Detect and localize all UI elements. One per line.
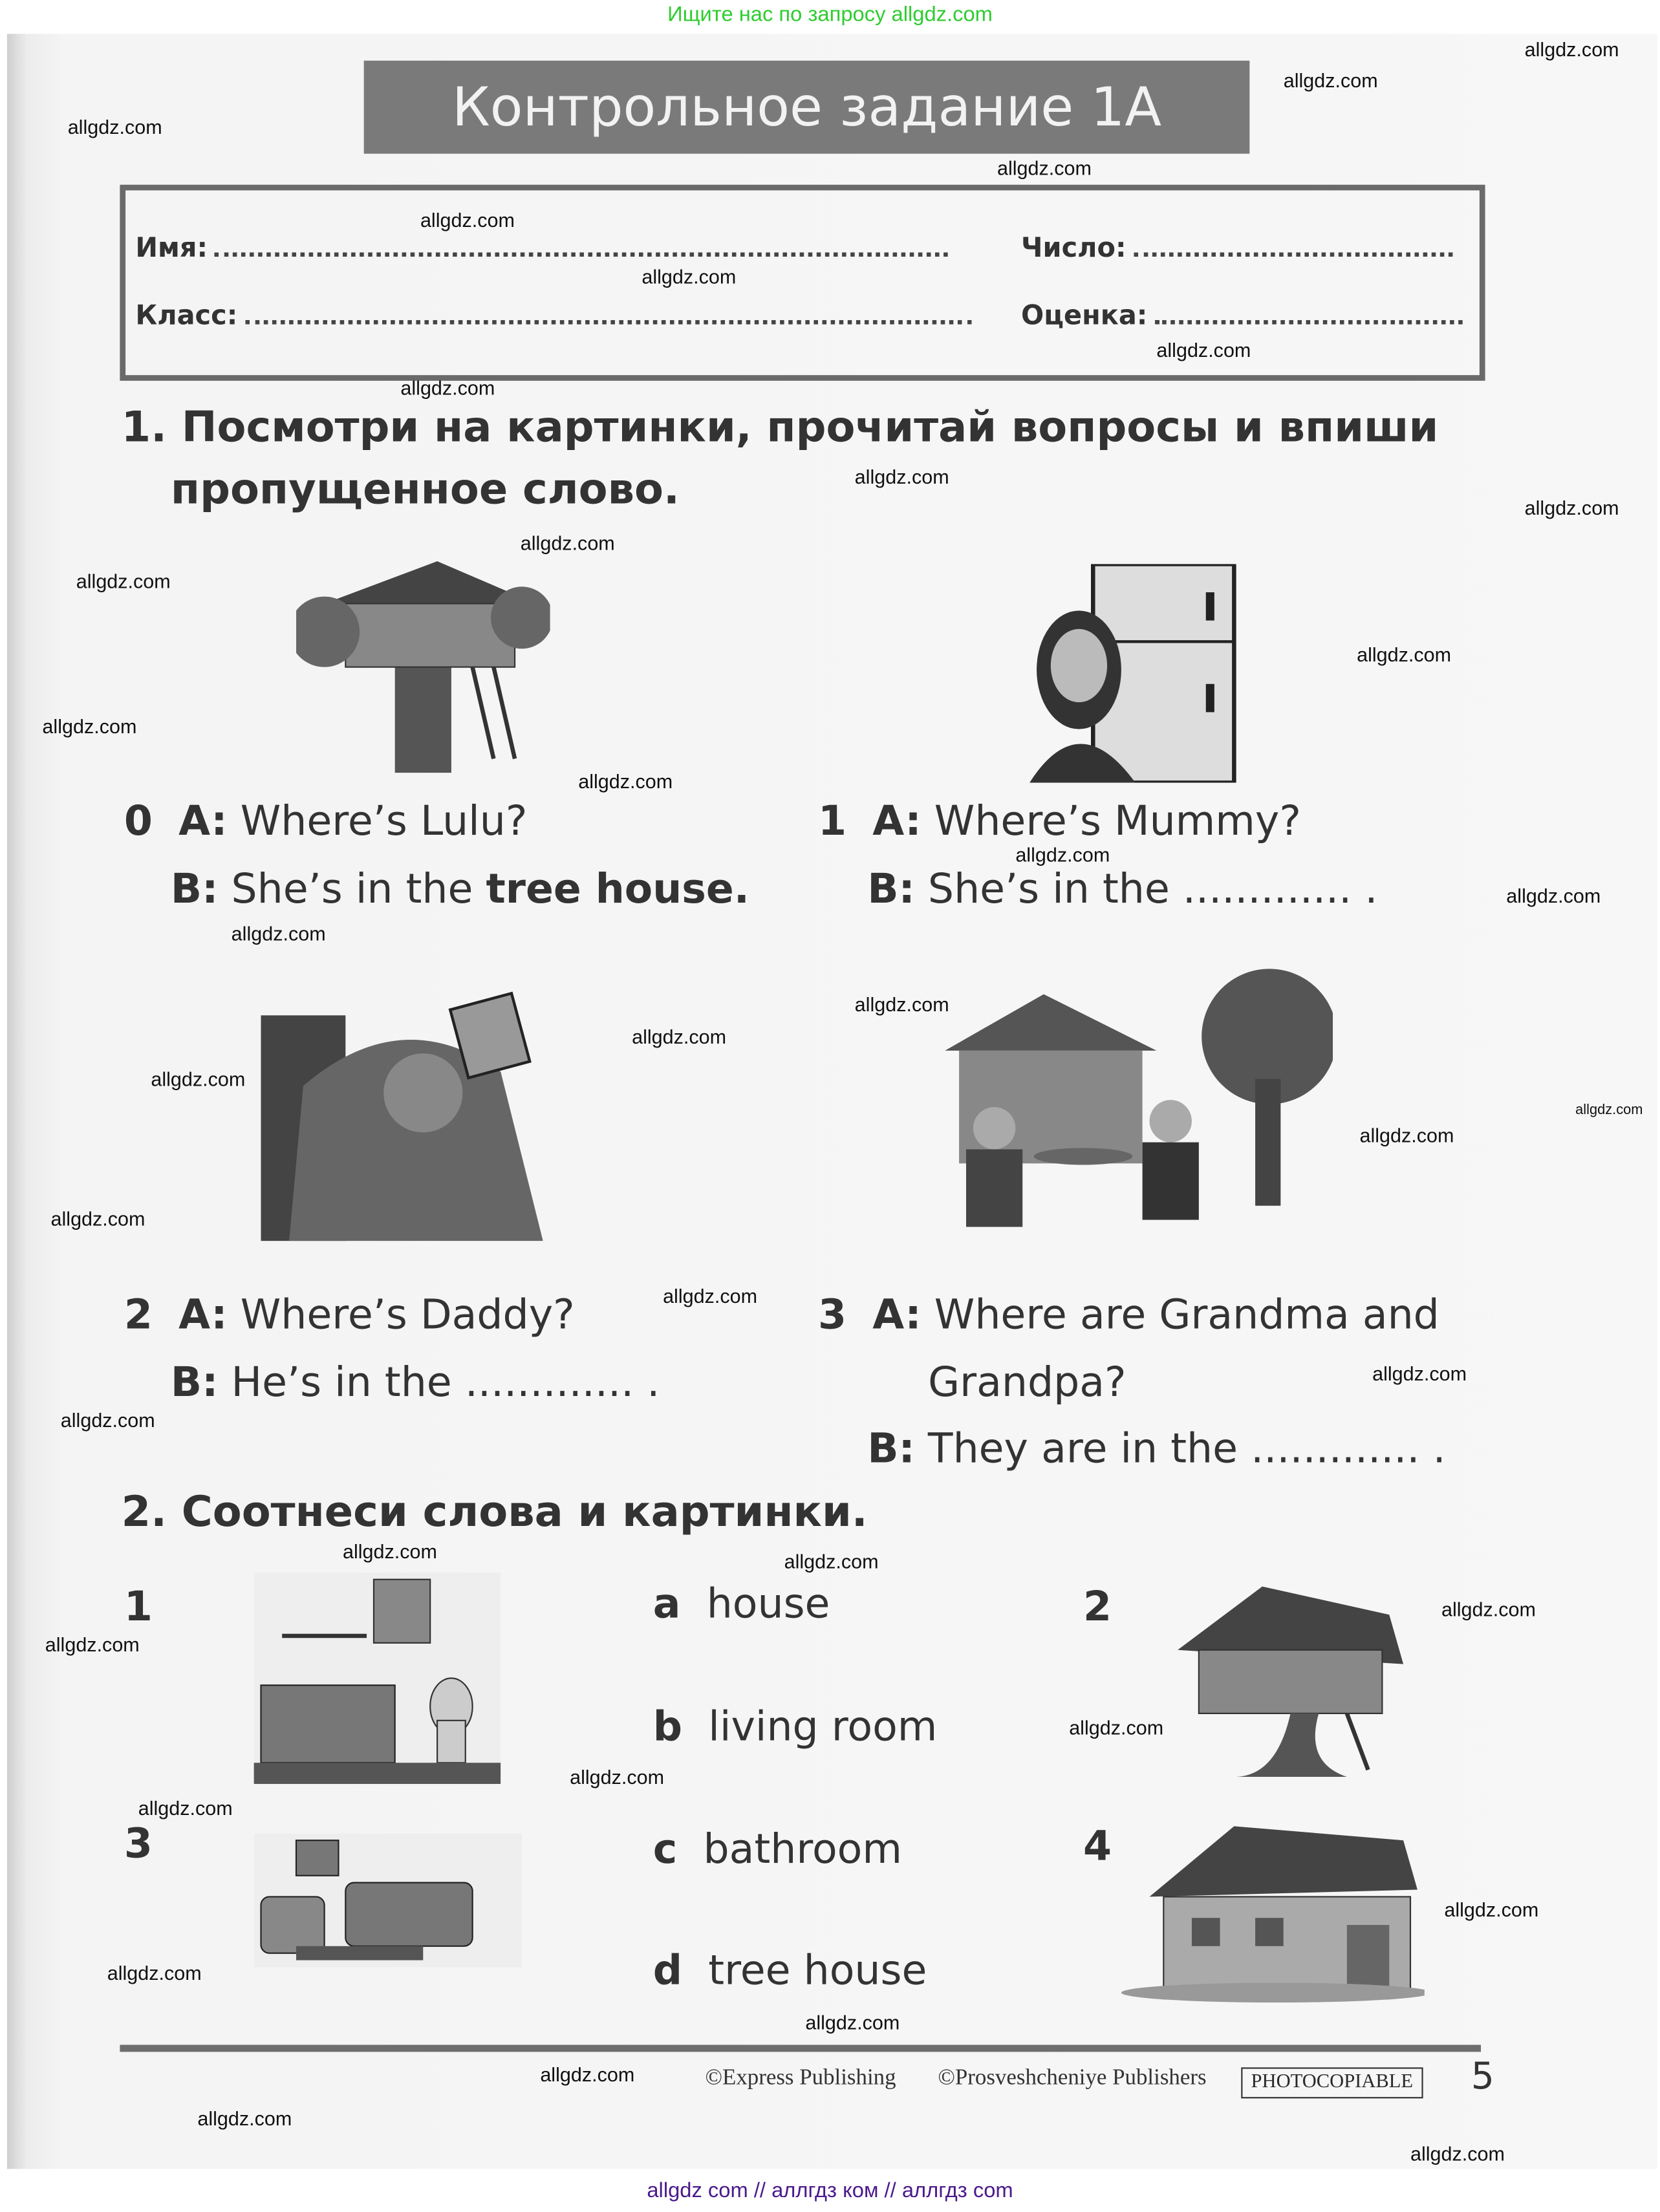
date-blank[interactable] (1134, 241, 1452, 257)
watermark: allgdz.com (1444, 1898, 1539, 1921)
date-field[interactable] (1021, 233, 1452, 264)
question-1-b[interactable]: B: She’s in the ............. . (867, 864, 1378, 913)
watermark: allgdz.com (107, 1961, 202, 1984)
tree-house-picture (1163, 1580, 1417, 1777)
question-3-b[interactable]: B: They are in the ............. . (867, 1424, 1446, 1472)
picture-number-3: 3 (124, 1819, 153, 1867)
picture-number-4: 4 (1083, 1821, 1112, 1871)
name-label: Имя: (135, 232, 208, 264)
watermark: allgdz.com (1575, 1102, 1643, 1119)
question-0-a: 0 A: Where’s Lulu? (124, 797, 528, 845)
watermark: allgdz.com (420, 208, 515, 231)
watermark: allgdz.com (76, 570, 171, 593)
question-0-b: B: She’s in the tree house. (170, 864, 749, 913)
watermark: allgdz.com (1524, 496, 1619, 519)
watermark: allgdz.com (138, 1796, 233, 1820)
grade-field[interactable] (1021, 301, 1462, 332)
word-option-b[interactable]: b living room (652, 1702, 938, 1750)
watermark: allgdz.com (151, 1068, 246, 1090)
question-2-b[interactable]: B: He’s in the ............. . (170, 1358, 660, 1406)
question-3-a: 3 A: Where are Grandma and (817, 1290, 1439, 1338)
grandparents-garden-illustration (917, 966, 1333, 1234)
grade-label: Оценка: (1021, 300, 1148, 332)
grade-blank[interactable] (1155, 309, 1462, 325)
word-option-a[interactable]: a house (652, 1579, 830, 1627)
watermark: allgdz.com (60, 1408, 155, 1432)
house-illustration (1121, 1812, 1425, 2003)
watermark: allgdz.com (1357, 643, 1452, 666)
watermark: allgdz.com (1506, 884, 1601, 907)
name-blank[interactable] (215, 241, 948, 257)
name-field[interactable] (135, 233, 948, 264)
watermark: allgdz.com (1441, 1598, 1536, 1620)
watermark: allgdz.com (1524, 38, 1619, 61)
watermark: allgdz.com (641, 265, 737, 288)
watermark: allgdz.com (1283, 69, 1378, 92)
page-number: 5 (1471, 2056, 1494, 2099)
watermark: allgdz.com (805, 2011, 900, 2034)
watermark: allgdz.com (854, 993, 949, 1016)
daddy-armchair-illustration (261, 973, 592, 1241)
watermark: allgdz.com (663, 1284, 758, 1307)
word-option-d[interactable]: d tree house (652, 1946, 927, 1994)
question-2-a: 2 A: Where’s Daddy? (124, 1290, 575, 1338)
living-room-illustration (254, 1833, 522, 1967)
picture-number-2: 2 (1083, 1582, 1112, 1631)
question-1-a: 1 A: Where’s Mummy? (817, 797, 1301, 845)
student-info-form (120, 185, 1485, 381)
word-option-c[interactable]: c bathroom (652, 1825, 902, 1873)
watermark: allgdz.com (400, 376, 495, 400)
publisher-express: ©Express Publishing (705, 2066, 896, 2090)
bathroom-illustration (254, 1573, 501, 1784)
watermark: allgdz.com (854, 465, 949, 488)
watermark: allgdz.com (50, 1207, 146, 1230)
watermark: allgdz.com (342, 1540, 437, 1563)
watermark: allgdz.com (632, 1025, 727, 1048)
watermark: allgdz.com (520, 532, 615, 555)
watermark: allgdz.com (42, 714, 137, 738)
watermark: allgdz.com (997, 156, 1092, 179)
watermark: allgdz.com (67, 115, 162, 138)
watermark: allgdz.com (1156, 338, 1251, 361)
bottom-banner[interactable]: allgdz com // аллгдз ком // аллгдз com (647, 2178, 1013, 2203)
watermark: allgdz.com (540, 2063, 635, 2086)
publisher-prosveshcheniye: ©Prosveshcheniye Publishers (938, 2066, 1207, 2090)
answer-example: tree house. (486, 864, 749, 913)
watermark: allgdz.com (1015, 843, 1110, 866)
task1-heading: 1. Посмотри на картинки, прочитай вопросы и впиши (121, 403, 1439, 453)
watermark: allgdz.com (578, 769, 673, 793)
class-blank[interactable] (244, 309, 971, 325)
watermark: allgdz.com (45, 1633, 140, 1656)
class-field[interactable] (135, 301, 971, 332)
picture-number-1: 1 (124, 1582, 153, 1631)
photocopiable-badge: PHOTOCOPIABLE (1241, 2067, 1423, 2098)
question-3-a-cont: Grandpa? (928, 1358, 1126, 1406)
date-label: Число: (1021, 232, 1126, 264)
watermark: allgdz.com (1069, 1716, 1164, 1739)
watermark: allgdz.com (197, 2107, 292, 2130)
watermark: allgdz.com (784, 1549, 879, 1573)
watermark: allgdz.com (570, 1765, 665, 1788)
watermark: allgdz.com (231, 922, 326, 945)
class-label: Класс: (135, 300, 238, 332)
watermark: allgdz.com (1372, 1362, 1467, 1385)
top-banner[interactable]: Ищите нас по запросу allgdz.com (667, 3, 993, 27)
footer-divider (120, 2045, 1481, 2052)
watermark: allgdz.com (1410, 2142, 1505, 2165)
task1-heading-line2: пропущенное слово. (170, 465, 680, 515)
tree-house-illustration (296, 547, 550, 773)
mummy-fridge-illustration (1029, 564, 1241, 782)
task2-heading: 2. Соотнеси слова и картинки. (121, 1487, 868, 1538)
page-title: Контрольное задание 1A (364, 61, 1250, 154)
watermark: allgdz.com (1359, 1124, 1454, 1147)
